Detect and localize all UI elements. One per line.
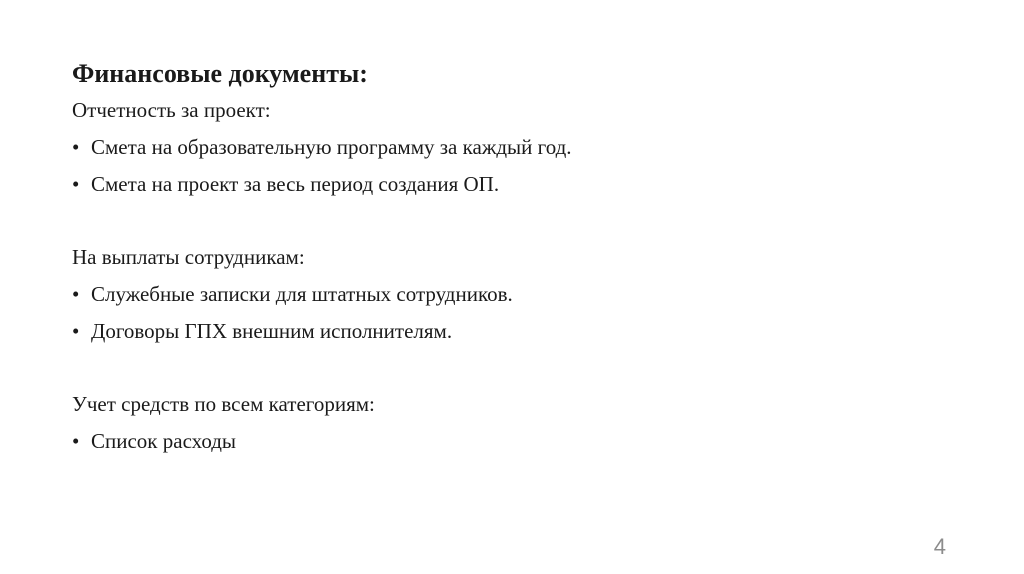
list-item-text: Служебные записки для штатных сотрудников. [91, 282, 513, 306]
list-item-text: Смета на образовательную программу за каждый год. [91, 135, 572, 159]
spacer [72, 203, 952, 239]
bullet-icon: • [72, 429, 80, 453]
slide-content [72, 56, 952, 460]
section-reporting [72, 92, 952, 203]
bullet-icon: • [72, 319, 80, 343]
list-item-text: Договоры ГПХ внешним исполнителям. [91, 319, 453, 343]
slide-title: Финансовые документы: [72, 59, 368, 88]
list-item-text: Смета на проект за весь период создания ОП. [91, 172, 500, 196]
list-item-text: Список расходы [91, 429, 237, 453]
section-heading: Отчетность за проект: [72, 98, 271, 122]
bullet-icon: • [72, 282, 80, 306]
bullet-icon: • [72, 172, 80, 196]
section-heading: На выплаты сотрудникам: [72, 245, 305, 269]
list-item [72, 166, 952, 203]
list-item [72, 423, 952, 460]
spacer [72, 350, 952, 386]
section-heading: Учет средств по всем категориям: [72, 392, 375, 416]
section-accounting [72, 386, 952, 460]
page-number: 4 [933, 534, 946, 559]
list-item [72, 129, 952, 166]
bullet-icon: • [72, 135, 80, 159]
section-payments [72, 239, 952, 350]
list-item [72, 276, 952, 313]
list-item [72, 313, 952, 350]
